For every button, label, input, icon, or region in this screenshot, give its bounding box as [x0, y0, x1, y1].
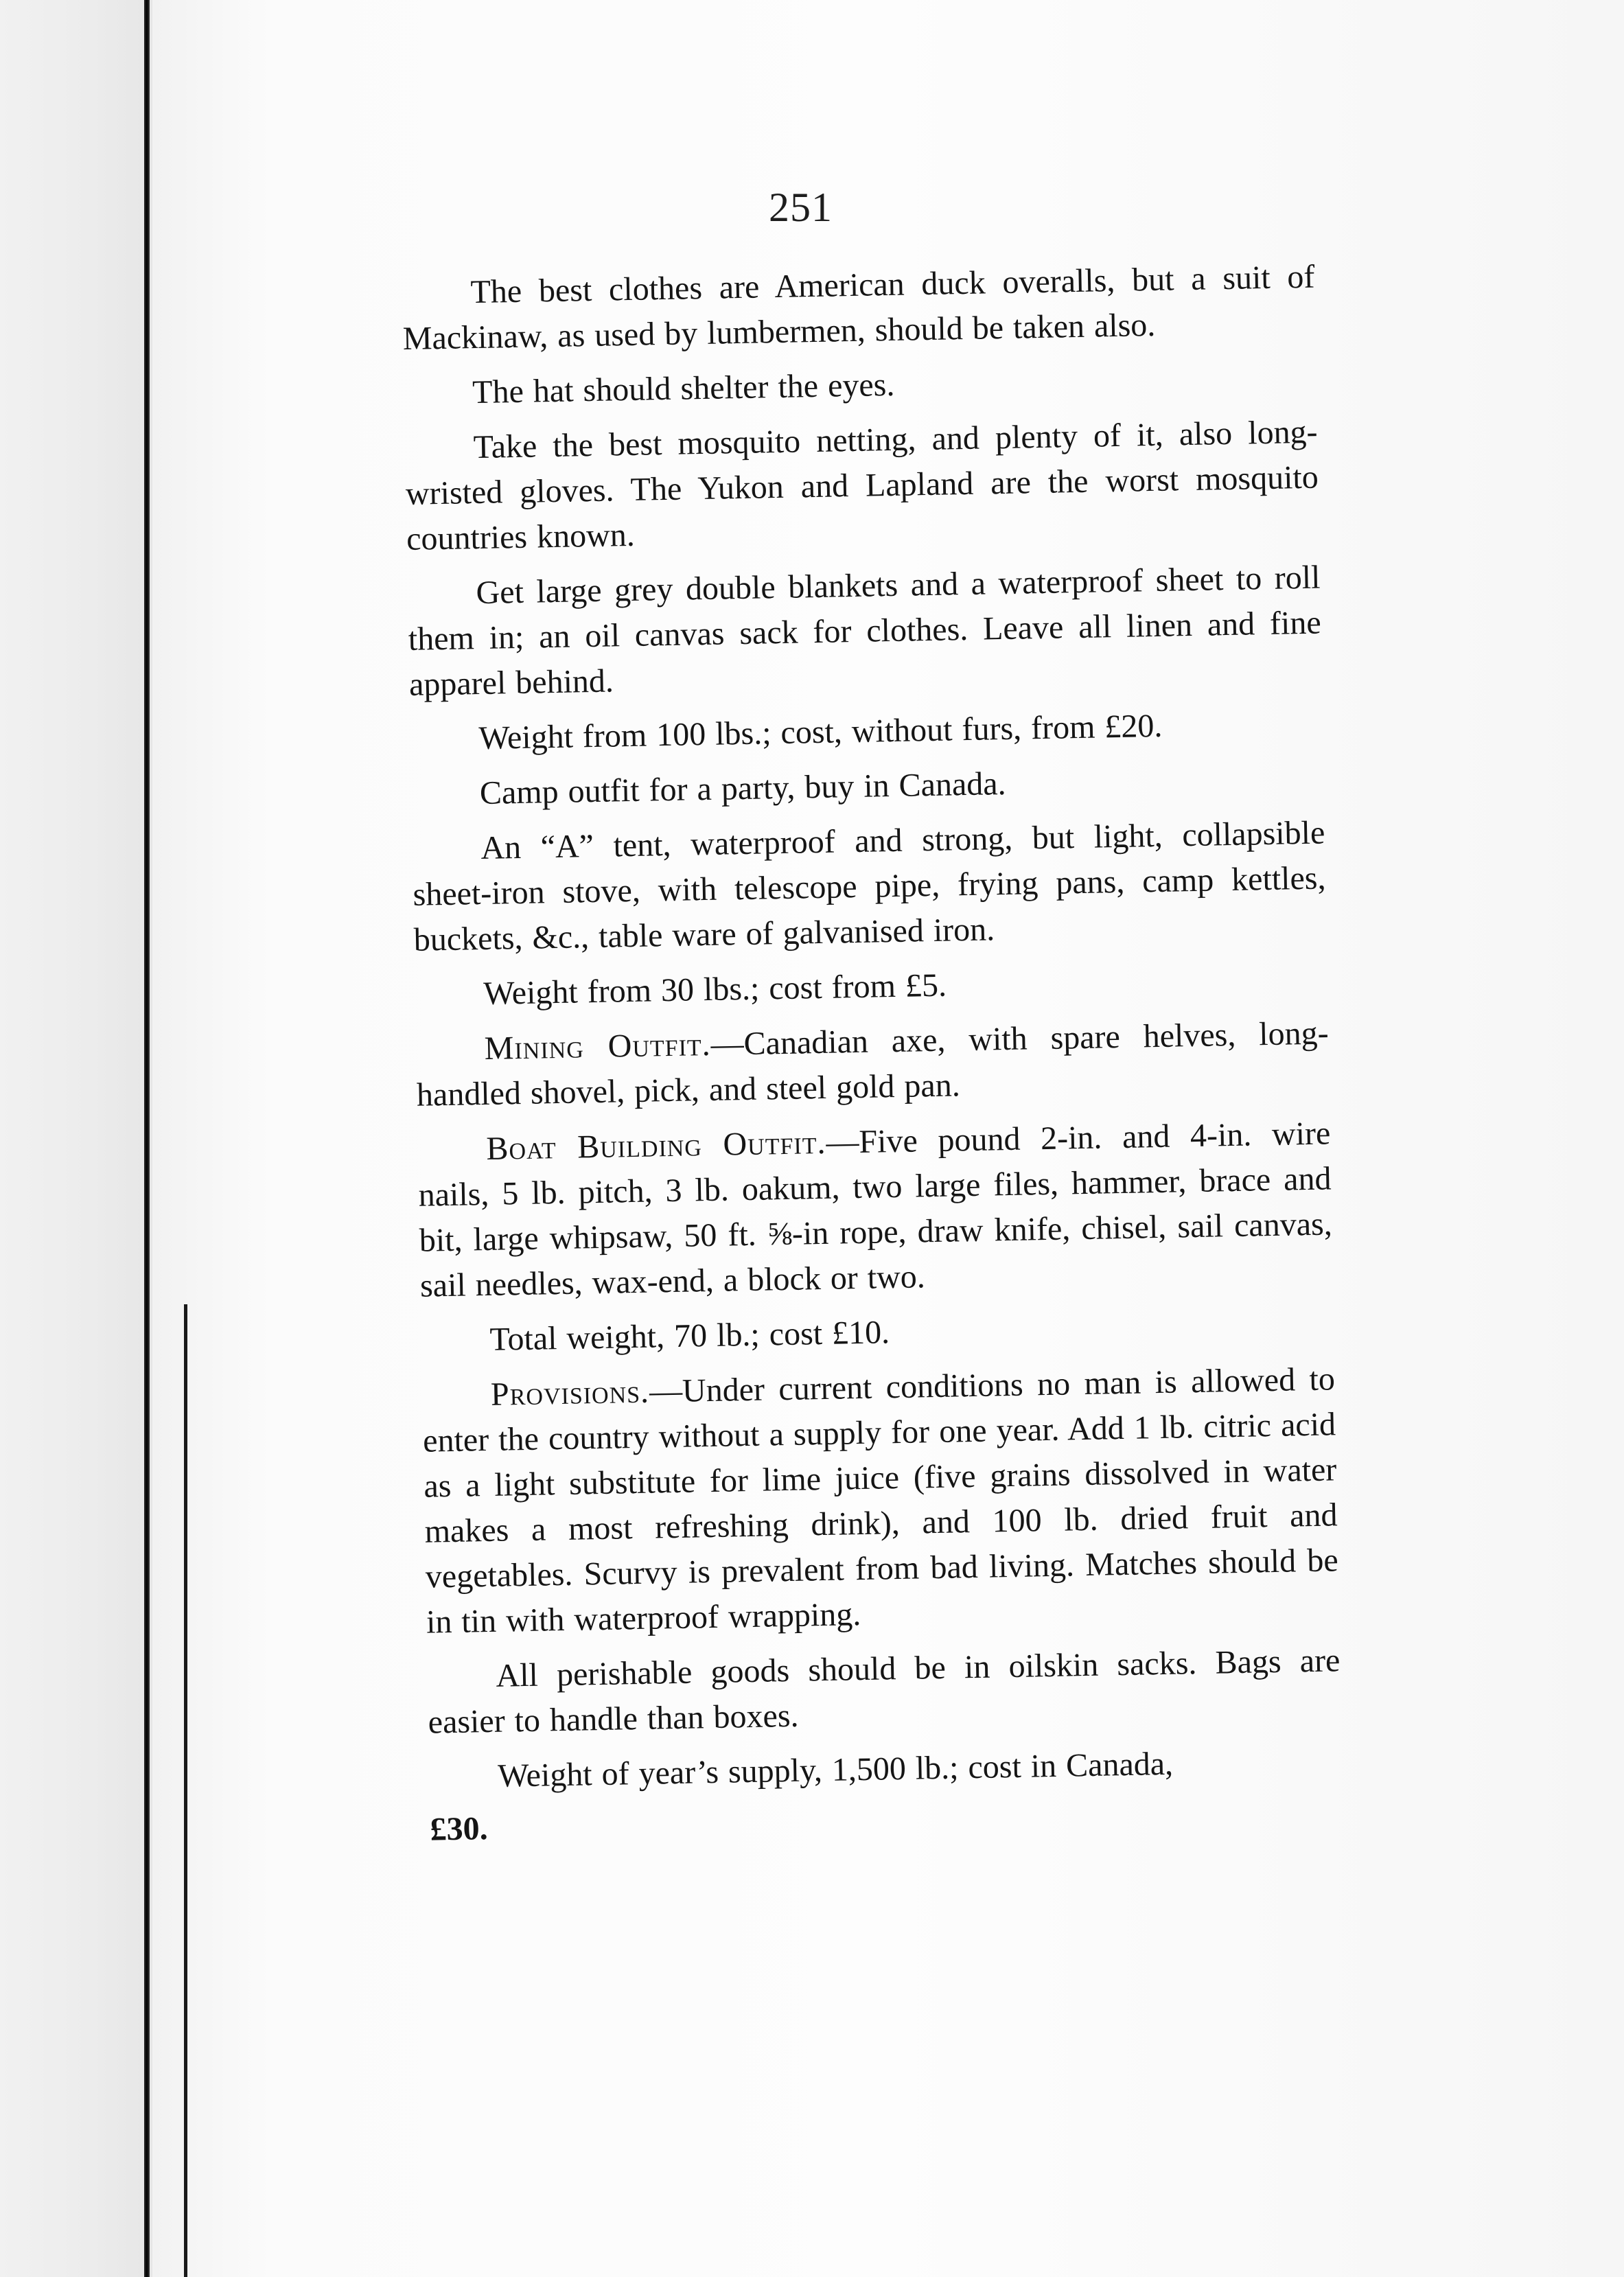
- left-margin: [0, 0, 152, 2277]
- paragraph-clothes-weight: Weight from 100 lbs.; cost, without furs, from £20.: [478, 707, 1163, 757]
- paragraph-tent: An “A” tent, waterproof and strong, but light, collapsible sheet-iron stove, with telescope pipe, frying pans, camp kettles, buckets, &c., table ware of galvanised iron.: [413, 814, 1326, 958]
- paragraph-camp-weight: Weight from 30 lbs.; cost from £5.: [483, 967, 947, 1012]
- paragraph-blankets: Get large grey double blankets and a waterproof sheet to roll them in; an oil canvas sack for clothes. Leave all linen and fine apparel behind.: [408, 559, 1322, 703]
- paragraph-year-cost: £30.: [430, 1810, 489, 1848]
- paragraph-mosquito: Take the best mosquito netting, and plenty of it, also long-wristed gloves. The Yukon and Lapland are the worst mosquito countries known.: [405, 413, 1319, 557]
- provisions-text: —Under current conditions no man is allowed to enter the country without a supply for one year. Add 1 lb. citric acid as a light substitute for lime juice (five grains dissolved in water makes a most refreshing drink), and 100 lb. dried fruit and vegetables. Scurvy is prevalent from bad living. Matches should be in tin with waterproof wrapping.: [422, 1361, 1339, 1641]
- paragraph-perishable: All perishable goods should be in oilskin sacks. Bags are easier to handle than boxes.: [428, 1642, 1341, 1741]
- provisions-heading: Provisions.: [490, 1373, 650, 1413]
- boat-building-text: —Five pound 2-in. and 4-in. wire nails, 5 lb. pitch, 3 lb. oakum, two large files, hammer, brace and bit, large whipsaw, 50 ft. ⅝-in rope, draw knife, chisel, sail canvas, sail needles, wax-end, a block or two.: [418, 1115, 1333, 1304]
- paragraph-camp-outfit: Camp outfit for a party, buy in Canada.: [479, 765, 1007, 812]
- paragraph-boat-building-outfit: [417, 1111, 1334, 1308]
- page-body-text: [402, 255, 1343, 1862]
- paragraph-mining-outfit: [415, 1010, 1330, 1118]
- boat-building-heading: Boat Building Outfit.: [485, 1124, 826, 1167]
- mining-outfit-text: —Canadian axe, with spare helves, long-handled shovel, pick, and steel gold pan.: [416, 1015, 1330, 1113]
- paragraph-provisions: [421, 1356, 1339, 1645]
- page-inner-edge: [184, 1304, 187, 2277]
- paragraph-hat: The hat should shelter the eyes.: [472, 366, 895, 411]
- mining-outfit-heading: Mining Outfit.: [484, 1026, 712, 1067]
- paragraph-year-supply: Weight of year’s supply, 1,500 lb.; cost in Canada,: [497, 1745, 1174, 1794]
- page-fold-line: [144, 0, 150, 2277]
- paragraph-boat-weight: Total weight, 70 lb.; cost £10.: [489, 1314, 890, 1358]
- paragraph-clothes: The best clothes are American duck overalls, but a suit of Mackinaw, as used by lumbermen, should be taken also.: [402, 258, 1315, 357]
- page-number: 251: [769, 185, 833, 230]
